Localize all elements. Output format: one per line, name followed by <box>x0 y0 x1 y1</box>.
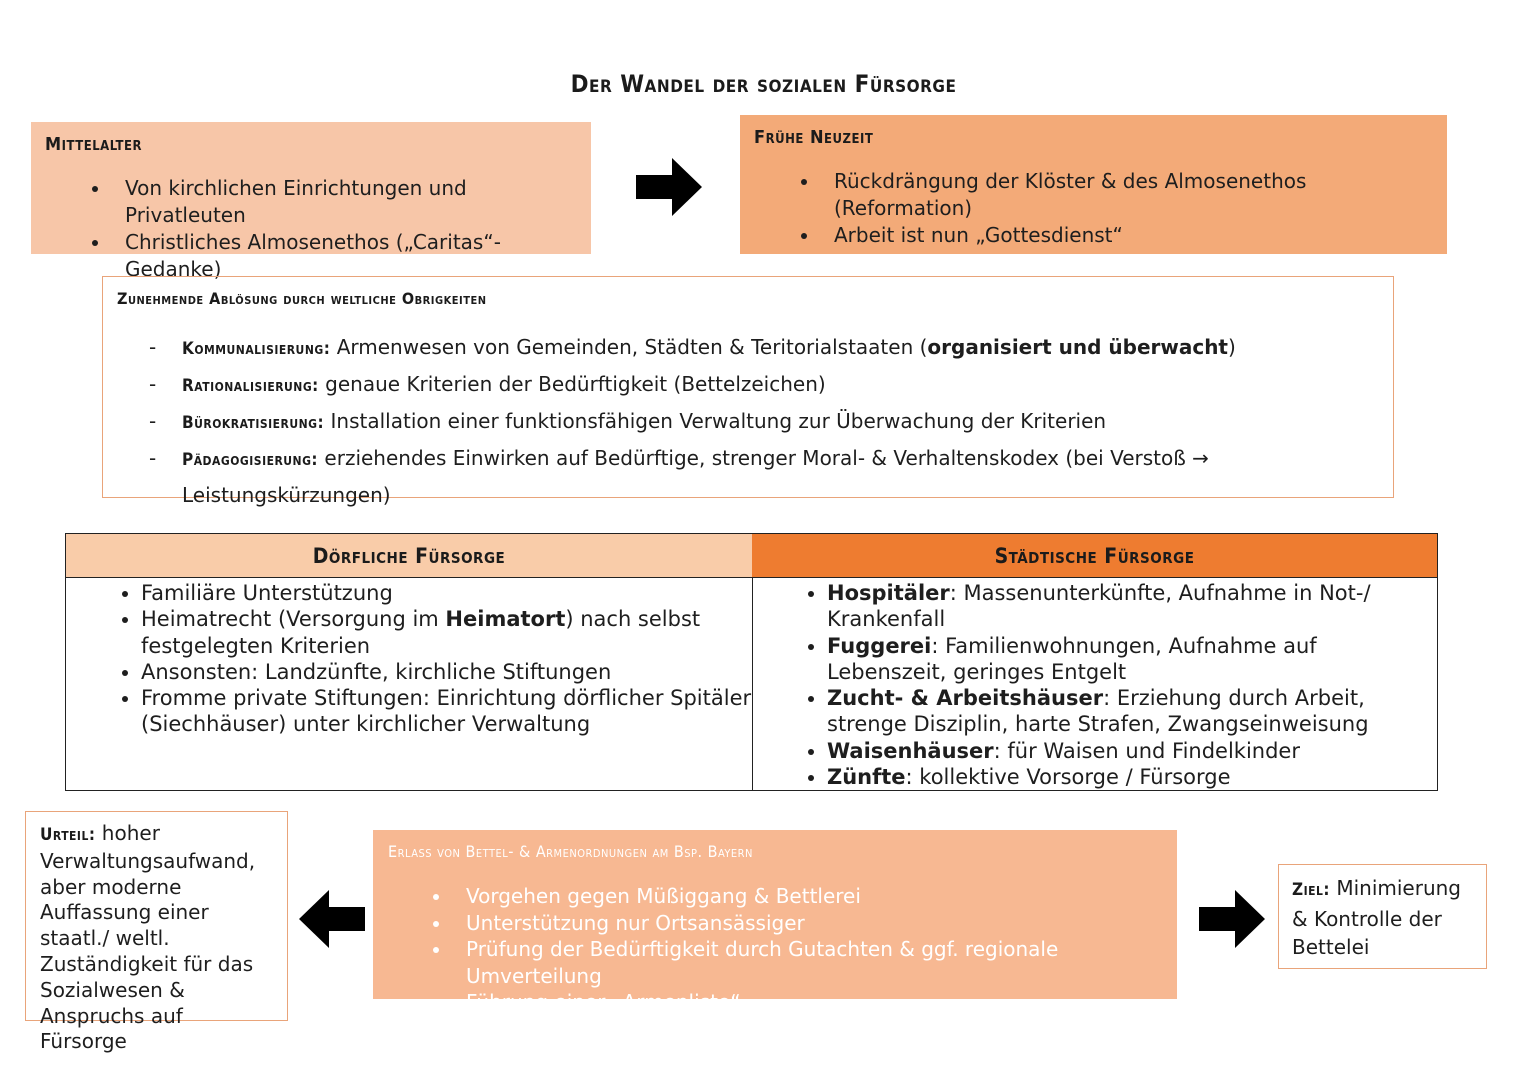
arrow-right-icon <box>636 158 702 216</box>
arrow-left-icon <box>299 890 365 948</box>
item-text: : für Waisen und Findelkinder <box>993 738 1300 763</box>
list-item: • Familiäre Unterstützung <box>141 580 752 606</box>
mittelalter-heading: Mittelalter <box>45 134 142 155</box>
ziel-text: Minimierung & Kontrolle der Bettelei <box>1292 876 1461 959</box>
ziel-label: Ziel: <box>1292 880 1330 900</box>
list-item: • Ansonsten: Landzünfte, kirchliche Stiftungen <box>141 659 752 685</box>
item-text: : Massenunterkünfte, Aufnahme in Not-/ Krankenfall <box>827 581 1371 632</box>
term-text: Installation einer funktionsfähigen Verwaltung zur Überwachung der Kriterien <box>324 409 1107 433</box>
item-text: : Familienwohnungen, Aufnahme auf Lebenszeit, geringes Entgelt <box>827 633 1317 684</box>
urteil-box <box>25 811 288 1054</box>
list-item <box>827 764 1437 790</box>
list-item: • Unterstützung nur Ortsansässiger <box>452 910 1162 937</box>
list-item <box>827 685 1437 738</box>
comparison-table <box>65 533 1438 791</box>
list-item: • Fromme private Stiftungen: Einrichtung dörflicher Spitäler (Siechhäuser) unter kirchlicher Verwaltung <box>141 685 752 738</box>
abloesung-box <box>102 276 1394 507</box>
urteil-label: Urteil: <box>40 825 96 845</box>
list-item <box>141 606 752 659</box>
term-label: Pädagogisierung: <box>182 450 319 470</box>
erlass-box <box>373 830 1177 1014</box>
fruehe-neuzeit-heading: Frühe Neuzeit <box>754 127 874 148</box>
ziel-box <box>1278 864 1487 969</box>
term-label: Rationalisierung: <box>182 376 319 396</box>
mittelalter-list <box>45 175 577 283</box>
doerflich-column <box>66 534 753 790</box>
item-bold: Zünfte <box>827 765 906 790</box>
urteil-text: hoher Verwaltungsaufwand, aber moderne Auffassung einer staatl./ weltl. Zuständigkeit für das Sozialwesen & Anspruchs auf Fürsorge <box>40 821 256 1054</box>
doerflich-heading: Dörfliche Fürsorge <box>66 534 752 578</box>
abloesung-heading: Zunehmende Ablösung durch weltliche Obrigkeiten <box>117 289 487 308</box>
item-bold: Heimatort <box>445 607 566 632</box>
term-label: Bürokratisierung: <box>182 413 325 433</box>
list-item: • Rückdrängung der Klöster & des Almosenethos (Reformation) <box>820 168 1433 222</box>
item-text: ) nach selbst festgelegten Kriterien <box>141 607 701 658</box>
staedtisch-heading: Städtische Fürsorge <box>752 534 1437 578</box>
arrow-right-icon <box>1199 890 1265 948</box>
item-text: : kollektive Vorsorge / Fürsorge <box>905 765 1231 790</box>
item-text: Heimatrecht (Versorgung im <box>141 607 446 632</box>
page-title: Der Wandel der sozialen Fürsorge <box>570 70 957 98</box>
list-item: • Von kirchlichen Einrichtungen und Privatleuten <box>111 175 577 229</box>
item-bold: Zucht- & Arbeitshäuser <box>827 686 1104 711</box>
term-bold: organisiert und überwacht <box>927 335 1228 359</box>
mittelalter-box <box>31 122 591 281</box>
list-item <box>149 367 1379 404</box>
list-item <box>149 330 1379 367</box>
term-label: Kommunalisierung: <box>182 339 331 359</box>
item-bold: Hospitäler <box>827 581 950 605</box>
list-item <box>827 580 1437 633</box>
list-item <box>149 441 1379 513</box>
item-bold: Waisenhäuser <box>827 738 994 763</box>
list-item: • Prüfung der Bedürftigkeit durch Gutachten & ggf. regionale Umverteilung <box>452 936 1162 989</box>
list-item: • Arbeit ist nun „Gottesdienst“ <box>820 222 1433 249</box>
staedtisch-list <box>752 580 1437 790</box>
staedtisch-column <box>752 534 1437 790</box>
list-item <box>827 633 1437 686</box>
term-text: Armenwesen von Gemeinden, Städten & Teritorialstaaten ( <box>330 335 928 359</box>
list-item <box>827 738 1437 764</box>
item-text: : Erziehung durch Arbeit, strenge Disziplin, harte Strafen, Zwangseinweisung <box>827 686 1369 737</box>
fruehe-neuzeit-list <box>754 168 1433 249</box>
erlass-list <box>388 883 1162 1016</box>
list-item <box>149 404 1379 441</box>
doerflich-list <box>66 580 752 738</box>
erlass-heading: Erlass von Bettel- & Armenordnungen am Bsp. Bayern <box>388 842 753 861</box>
term-text: genaue Kriterien der Bedürftigkeit (Bettelzeichen) <box>318 372 826 396</box>
list-item: • Vorgehen gegen Müßiggang & Bettlerei <box>452 883 1162 910</box>
term-after: ) <box>1228 335 1236 359</box>
list-item: • Christliches Almosenethos („Caritas“- Gedanke) <box>111 229 577 283</box>
list-item: • Führung einer „Armenliste“ <box>452 989 1162 1016</box>
abloesung-list <box>117 330 1379 513</box>
fruehe-neuzeit-box <box>740 115 1447 254</box>
item-bold: Fuggerei <box>827 633 932 658</box>
term-text: erziehendes Einwirken auf Bedürftige, strenger Moral- & Verhaltenskodex (bei Verstoß → Leistungskürzungen) <box>182 446 1209 507</box>
